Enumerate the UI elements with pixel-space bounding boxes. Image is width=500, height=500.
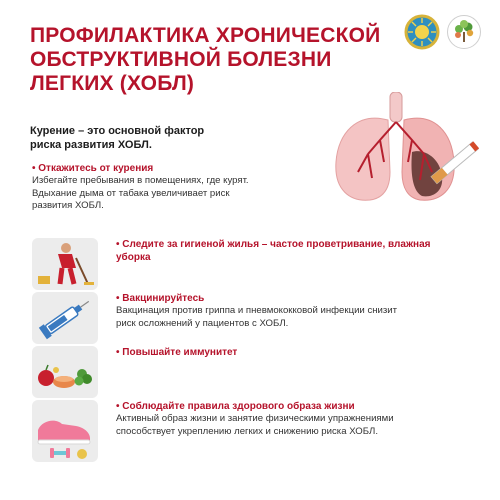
quit-smoking-section: [32, 162, 332, 213]
tip-hygiene-text: [116, 238, 472, 264]
logos: [404, 14, 482, 50]
tip-immunity-heading: • Повышайте иммунитет: [116, 347, 238, 358]
tip-healthy-lifestyle-heading: • Соблюдайте правила здорового образа жизни: [116, 401, 355, 412]
tip-immunity-heading-text: Повышайте иммунитет: [122, 347, 238, 358]
cleaning-person-icon: [32, 238, 98, 290]
quit-smoking-text-3: развития ХОБЛ.: [32, 200, 104, 211]
tip-hygiene-heading-line-2: уборка: [116, 252, 151, 263]
quit-smoking-heading-text: Откажитесь от курения: [38, 163, 154, 174]
tip-healthy-lifestyle-text-1: Активный образ жизни и занятие физическими упражнениями: [116, 413, 394, 424]
tip-vaccination-heading: • Вакцинируйтесь: [116, 293, 205, 304]
quit-smoking-text-2: Вдыхание дыма от табака увеличивает риск: [32, 187, 230, 199]
title-line-1: ПРОФИЛАКТИКА ХРОНИЧЕСКОЙ: [30, 24, 381, 47]
tip-vaccination-text: [116, 292, 472, 330]
tree-logo: [446, 14, 482, 50]
tip-hygiene-heading: • Следите за гигиеной жилья – частое проветривание, влажная: [116, 239, 431, 250]
healthy-food-icon: [32, 346, 98, 398]
key-risk-subtitle: [30, 124, 290, 152]
tip-healthy-lifestyle-text-2: способствует укреплению легких и снижению риска ХОБЛ.: [116, 425, 379, 437]
sneaker-dumbbell-icon: [32, 400, 98, 462]
title-line-2: ОБСТРУКТИВНОЙ БОЛЕЗНИ: [30, 48, 332, 71]
tip-vaccination-text-2: риск осложнений у пациентов с ХОБЛ.: [116, 317, 289, 329]
emblem-logo: [404, 14, 440, 50]
subtitle-line-2: риска развития ХОБЛ.: [30, 139, 152, 151]
subtitle-line-1: Курение – это основной фактор: [30, 125, 205, 137]
tip-immunity-text: [116, 346, 472, 359]
tip-healthy-lifestyle-heading-text: Соблюдайте правила здорового образа жизни: [122, 401, 355, 412]
tip-vaccination-heading-text: Вакцинируйтесь: [122, 293, 205, 304]
quit-smoking-text-1: Избегайте пребывания в помещениях, где курят.: [32, 175, 249, 186]
tip-vaccination-text-1: Вакцинация против гриппа и пневмококковой инфекции снизит: [116, 305, 398, 316]
page-title: [30, 24, 390, 96]
syringe-icon: [32, 292, 98, 344]
tip-hygiene-heading-line-1: Следите за гигиеной жилья – частое проветривание, влажная: [122, 239, 431, 250]
quit-smoking-heading: • Откажитесь от курения: [32, 163, 154, 174]
tip-healthy-lifestyle-text: [116, 400, 472, 438]
title-line-3: ЛЕГКИХ (ХОБЛ): [30, 72, 195, 95]
lungs-cigarette-illustration: [328, 92, 484, 204]
